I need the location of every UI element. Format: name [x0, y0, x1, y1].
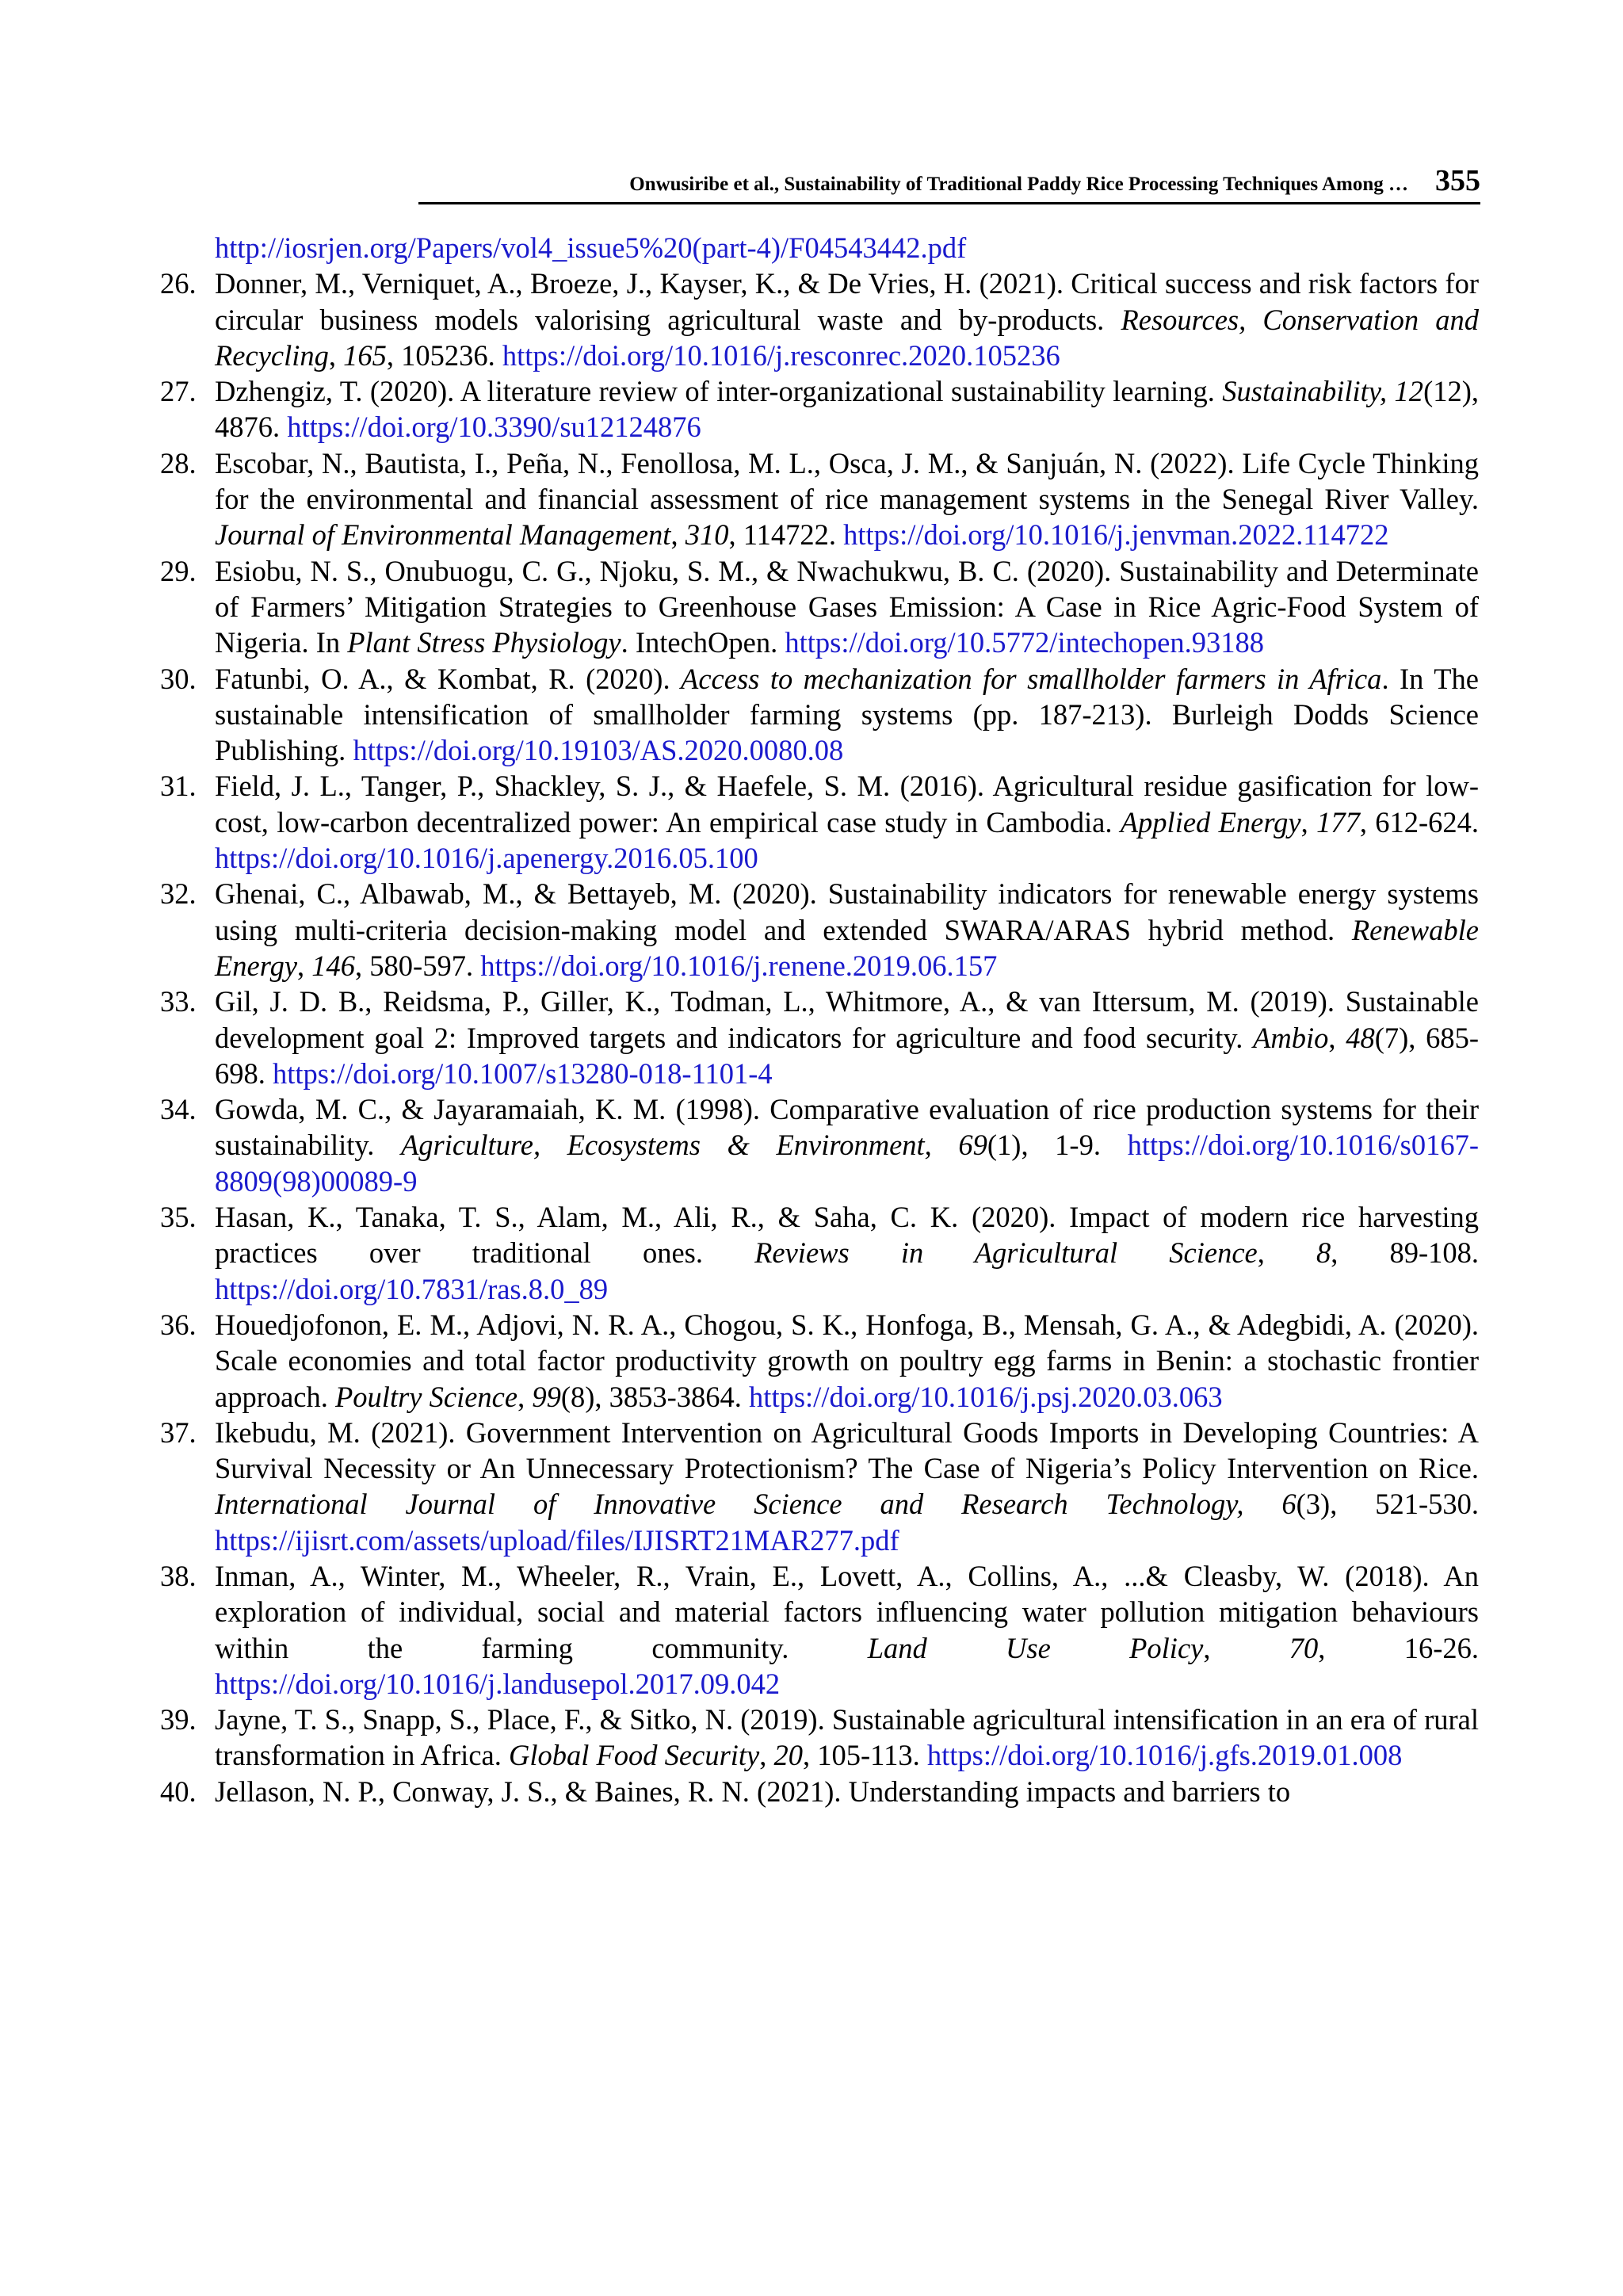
reference-separator: , — [1300, 805, 1317, 839]
reference-separator: , — [1257, 1236, 1316, 1270]
reference-link[interactable]: https://doi.org/10.1016/j.gfs.2019.01.008 — [926, 1739, 1403, 1772]
reference-entry — [160, 984, 1479, 1091]
running-header — [418, 157, 1480, 197]
reference-link[interactable]: https://doi.org/10.1016/j.renene.2019.06.157 — [480, 949, 998, 982]
reference-citation: Hasan, K., Tanaka, T. S., Alam, M., Ali, R., & Saha, C. K. (2020). Impact of modern rice harvesting practices over traditional ones. — [215, 1201, 1479, 1270]
reference-citation: Ghenai, C., Albawab, M., & Bettayeb, M. (2020). Sustainability indicators for renewable energy systems using multi-criteria decision-making model and extended SWARA/ARAS hybrid method. — [215, 877, 1479, 946]
reference-entry — [160, 1091, 1479, 1199]
reference-list — [160, 230, 1479, 1809]
reference-entry — [160, 768, 1479, 876]
reference-link[interactable]: https://doi.org/10.1016/j.landusepol.2017.09.042 — [215, 1667, 781, 1700]
reference-citation: Escobar, N., Bautista, I., Peña, N., Fenollosa, M. L., Osca, J. M., & Sanjuán, N. (2022). Life Cycle Thinking for the environmental and financial assessment of rice management systems in the Senegal River Valley. — [215, 446, 1479, 516]
reference-citation: Ikebudu, M. (2021). Government Intervention on Agricultural Goods Imports in Developing Countries: A Survival Necessity or An Unnecessary Protectionism? The Case of Nigeria’s Policy Intervention on Rice. — [215, 1415, 1479, 1485]
reference-volume: 177 — [1316, 805, 1360, 839]
reference-separator: , — [1328, 1021, 1346, 1054]
reference-citation: Houedjofonon, E. M., Adjovi, N. R. A., Chogou, S. K., Honfoga, B., Mensah, G. A., & Adegbidi, A. (2020). Scale economies and total factor productivity growth on poultry egg farms in Benin: a stochastic frontier approach. — [215, 1308, 1479, 1413]
reference-text — [215, 1091, 1479, 1199]
reference-source-title: Land Use Policy — [867, 1631, 1204, 1664]
reference-entry — [160, 1415, 1479, 1558]
reference-entry — [160, 373, 1479, 445]
reference-details: , 612-624. — [1359, 805, 1480, 839]
reference-source-title: Access to mechanization for smallholder farmers in Africa — [681, 662, 1382, 695]
reference-text — [215, 373, 1479, 445]
reference-text — [215, 1415, 1479, 1558]
reference-source-title: Sustainability, 12 — [1222, 375, 1424, 408]
reference-volume: 146 — [311, 949, 356, 982]
reference-details: . IntechOpen. — [621, 626, 785, 659]
reference-details: , 105236. — [386, 338, 502, 372]
reference-number: 36. — [160, 1308, 197, 1341]
reference-entry — [160, 661, 1479, 769]
reference-link[interactable]: https://doi.org/10.7831/ras.8.0_89 — [215, 1272, 609, 1305]
reference-volume: 8 — [1316, 1236, 1331, 1270]
reference-number: 33. — [160, 985, 197, 1018]
reference-source-title: Applied Energy — [1120, 805, 1301, 839]
reference-volume: 48 — [1346, 1021, 1375, 1054]
reference-text — [215, 1774, 1479, 1809]
reference-text — [215, 553, 1479, 661]
reference-details: , 89-108. — [1331, 1236, 1480, 1270]
reference-source-title: Ambio — [1253, 1021, 1329, 1054]
reference-number: 38. — [160, 1559, 197, 1592]
reference-entry — [160, 1774, 1479, 1809]
reference-source-title: Global Food Security — [508, 1739, 760, 1772]
reference-number: 30. — [160, 662, 197, 695]
reference-number: 39. — [160, 1703, 197, 1736]
reference-link[interactable]: https://doi.org/10.1016/j.jenvman.2022.114722 — [843, 518, 1389, 552]
reference-source-title: Journal of Environmental Management — [215, 518, 671, 552]
reference-number: 40. — [160, 1775, 197, 1808]
reference-source-title: Reviews in Agricultural Science — [754, 1236, 1258, 1270]
reference-citation: Fatunbi, O. A., & Kombat, R. (2020). — [215, 662, 682, 695]
reference-details: (7), 685-698. — [215, 1021, 1480, 1090]
reference-link[interactable]: https://doi.org/10.19103/AS.2020.0080.08 — [353, 734, 844, 767]
reference-details: (1), 1-9. — [987, 1129, 1128, 1162]
reference-text — [215, 661, 1479, 769]
reference-entry — [160, 266, 1479, 373]
reference-link[interactable]: https://doi.org/10.1007/s13280-018-1101-4 — [273, 1056, 773, 1090]
reference-number: 35. — [160, 1201, 197, 1234]
reference-entry — [160, 1307, 1479, 1415]
reference-text — [215, 1702, 1479, 1774]
reference-source-title: International Journal of Innovative Science and Research Technology, 6 — [215, 1488, 1296, 1521]
reference-volume: 70 — [1289, 1631, 1319, 1664]
reference-separator: , — [670, 518, 685, 552]
reference-source-title: Resources, Conservation and Recycling — [215, 303, 1480, 372]
reference-citation: Donner, M., Verniquet, A., Broeze, J., Kayser, K., & De Vries, H. (2021). Critical success and risk factors for circular business models valorising agricultural waste and by-products. — [215, 267, 1479, 336]
reference-details: (12), 4876. — [215, 375, 1479, 444]
reference-separator: , — [759, 1739, 774, 1772]
reference-link[interactable]: https://doi.org/10.3390/su12124876 — [287, 411, 701, 444]
page-number: 355 — [1435, 164, 1480, 197]
reference-number: 27. — [160, 375, 197, 408]
reference-citation: Dzhengiz, T. (2020). A literature review of inter-organizational sustainability learning. — [215, 375, 1223, 408]
reference-number: 32. — [160, 877, 197, 911]
reference-text — [215, 266, 1479, 373]
reference-link[interactable]: https://doi.org/10.1016/j.apenergy.2016.05.100 — [215, 842, 758, 875]
reference-link[interactable]: https://doi.org/10.1016/j.psj.2020.03.063 — [749, 1380, 1223, 1413]
reference-text — [215, 1307, 1479, 1415]
reference-link[interactable]: https://doi.org/10.1016/j.resconrec.2020.105236 — [502, 338, 1060, 372]
reference-citation: Jellason, N. P., Conway, J. S., & Baines, R. N. (2021). Understanding impacts and barriers to — [215, 1775, 1291, 1808]
reference-entry — [160, 1558, 1479, 1702]
reference-volume: 20 — [773, 1739, 804, 1772]
reference-link[interactable]: https://doi.org/10.5772/intechopen.93188 — [785, 626, 1264, 659]
reference-details: , 580-597. — [355, 949, 481, 982]
reference-details: (3), 521-530. — [1296, 1488, 1479, 1521]
reference-volume: 310 — [685, 518, 729, 552]
reference-entry — [160, 1702, 1479, 1774]
reference-text — [215, 768, 1479, 876]
reference-number: 31. — [160, 770, 197, 803]
reference-citation: Gil, J. D. B., Reidsma, P., Giller, K., Todman, L., Whitmore, A., & van Ittersum, M. (2019). Sustainable development goal 2: Improved targets and indicators for agriculture and food security. — [215, 985, 1479, 1054]
reference-source-title: Poultry Science — [335, 1380, 518, 1413]
reference-entries — [160, 266, 1479, 1809]
reference-entry — [160, 553, 1479, 661]
reference-citation: Field, J. L., Tanger, P., Shackley, S. J., & Haefele, S. M. (2016). Agricultural residue gasification for low-cost, low-carbon decentralized power: An empirical case study in Cambodia. — [215, 770, 1479, 839]
reference-separator: , — [328, 338, 344, 372]
reference-citation: Esiobu, N. S., Onubuogu, C. G., Njoku, S. M., & Nwachukwu, B. C. (2020). Sustainability and Determinate of Farmers’ Mitigation Strategies to Greenhouse Gases Emission: A Case in Rice Agric-Food System of Nigeria. In — [215, 554, 1479, 659]
reference-volume: 165 — [343, 338, 387, 372]
reference-number: 34. — [160, 1093, 197, 1126]
reference-citation: Jayne, T. S., Snapp, S., Place, F., & Sitko, N. (2019). Sustainable agricultural intensification in an era of rural transformation in Africa. — [215, 1703, 1479, 1772]
reference-details: . In The sustainable intensification of smallholder farming systems (pp. 187-213). Burleigh Dodds Science Publishing. — [215, 662, 1479, 767]
reference-text — [215, 1199, 1479, 1307]
reference-volume: 99 — [532, 1380, 561, 1413]
reference-citation: Gowda, M. C., & Jayaramaiah, K. M. (1998). Comparative evaluation of rice production systems for their sustainability. — [215, 1093, 1479, 1162]
running-head-title: Onwusiribe et al., Sustainability of Traditional Paddy Rice Processing Techniques Among … — [629, 174, 1408, 195]
reference-separator: , — [297, 949, 312, 982]
reference-details: , 105-113. — [803, 1739, 927, 1772]
reference-number: 29. — [160, 554, 197, 587]
reference-separator: , — [517, 1380, 533, 1413]
reference-details: , 16-26. — [1318, 1631, 1480, 1664]
reference-source-title: Renewable Energy — [215, 913, 1479, 982]
reference-link[interactable]: https://ijisrt.com/assets/upload/files/IJISRT21MAR277.pdf — [215, 1523, 899, 1557]
reference-source-title: Agriculture, Ecosystems & Environment, 69 — [401, 1129, 987, 1162]
reference-separator: , — [1203, 1631, 1289, 1664]
reference-number: 37. — [160, 1415, 197, 1449]
reference-number: 26. — [160, 267, 197, 300]
continuation-url[interactable]: http://iosrjen.org/Papers/vol4_issue5%20(part-4)/F04543442.pdf — [215, 231, 967, 264]
reference-entry — [160, 876, 1479, 984]
reference-number: 28. — [160, 446, 197, 479]
reference-entry — [160, 1199, 1479, 1307]
reference-citation: Inman, A., Winter, M., Wheeler, R., Vrain, E., Lovett, A., Collins, A., ...& Cleasby, W. (2018). An exploration of individual, social and material factors influencing water pollution mitigation behaviours within the farming community. — [215, 1559, 1479, 1664]
reference-text — [215, 984, 1479, 1091]
reference-details: , 114722. — [728, 518, 844, 552]
reference-link[interactable]: https://doi.org/10.1016/s0167-8809(98)00089-9 — [215, 1129, 1479, 1198]
reference-details: (8), 3853-3864. — [560, 1380, 750, 1413]
reference-entry — [160, 445, 1479, 553]
reference-text — [215, 445, 1479, 553]
header-rule — [418, 202, 1480, 204]
reference-source-title: Plant Stress Physiology — [347, 626, 621, 659]
reference-text — [215, 1558, 1479, 1702]
reference-text — [215, 876, 1479, 984]
